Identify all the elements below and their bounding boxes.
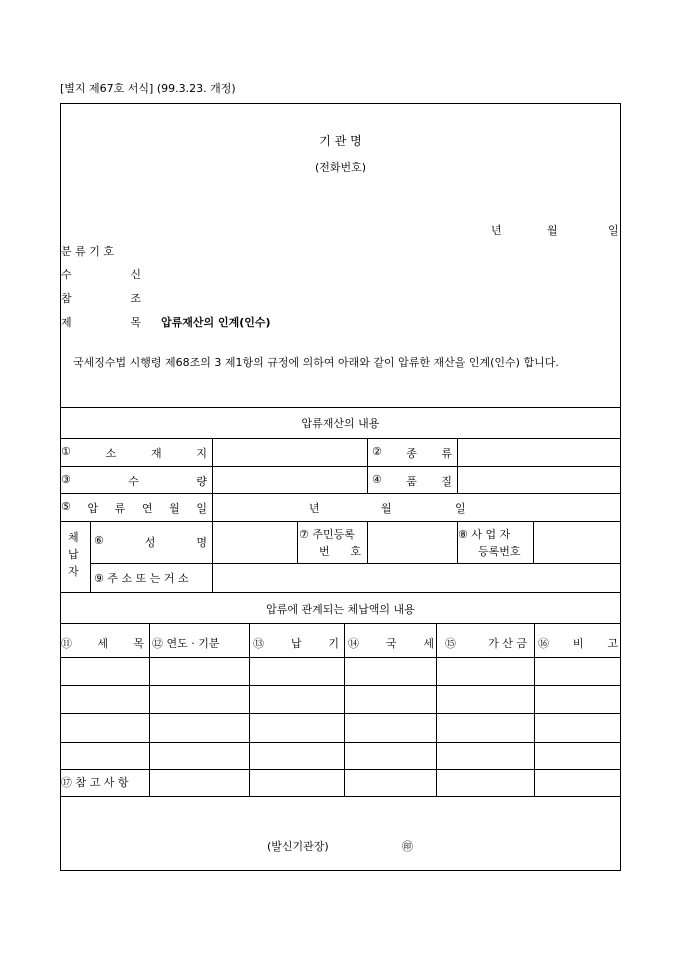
resident-no-label: ⑦ 주민등록 번 호 <box>299 528 361 558</box>
table-row <box>61 685 620 686</box>
business-no-label: ⑧ 사 업 자 등록번호 <box>458 528 521 558</box>
delinquent-label: 체 납 자 <box>68 531 79 578</box>
sender-label: (발신기관장) <box>267 840 329 853</box>
class-no-label: 분 류 기 호 <box>61 245 114 258</box>
property-section-title: 압류재산의 내용 <box>301 417 380 430</box>
remarks-label: ⑰ 참 고 사 항 <box>61 776 129 789</box>
arrears-section-title: 압류에 관계되는 체납액의 내용 <box>266 603 415 616</box>
seizure-date-month: 월 <box>381 502 392 515</box>
seizure-date-day: 일 <box>455 502 466 515</box>
address-label: ⑨ 주 소 또 는 거 소 <box>94 572 189 585</box>
agency-name: 기 관 명 <box>319 134 362 148</box>
table-row <box>61 742 620 743</box>
agency-phone: (전화번호) <box>314 161 367 174</box>
quality-label: ④ 품 질 <box>372 473 452 488</box>
quantity-label: ③ 수 량 <box>61 473 207 488</box>
subject-value: 압류재산의 인계(인수) <box>161 316 271 329</box>
name-label: ⑥ 성 명 <box>94 534 207 549</box>
location-label: ① 소 재 지 <box>61 445 207 460</box>
col-tax-item: ⑪ 세 목 <box>61 637 144 650</box>
col-penalty: ⑮ 가 산 금 <box>445 637 527 650</box>
date-day: 일 <box>608 224 619 237</box>
col-national-tax: ⑭ 국 세 <box>348 637 434 650</box>
seizure-date-year: 년 <box>309 502 320 515</box>
recipient-label: 수 신 <box>61 268 141 281</box>
col-remarks: ⑯ 비 고 <box>538 637 618 650</box>
body-text: 국세징수법 시행령 제68조의 3 제1항의 규정에 의하여 아래와 같이 압류한 재산을 인계(인수) 합니다. <box>73 356 559 369</box>
seal-mark: ㊞ <box>402 840 413 853</box>
table-row <box>61 769 620 770</box>
form-number-note: [별지 제67호 서식] (99.3.23. 개정) <box>60 82 236 95</box>
seizure-date-label: ⑤ 압 류 연 월 일 <box>61 500 207 515</box>
kind-label: ② 종 류 <box>372 445 452 460</box>
form-frame <box>60 103 621 871</box>
date-month: 월 <box>547 224 558 237</box>
date-year: 년 <box>491 224 502 237</box>
col-due-date: ⑬ 납 기 <box>253 637 339 650</box>
subject-label: 제 목 <box>61 316 141 329</box>
reference-label: 참 조 <box>61 292 141 305</box>
table-row <box>61 713 620 714</box>
col-year-period: ⑫ 연도 · 기분 <box>152 637 220 650</box>
